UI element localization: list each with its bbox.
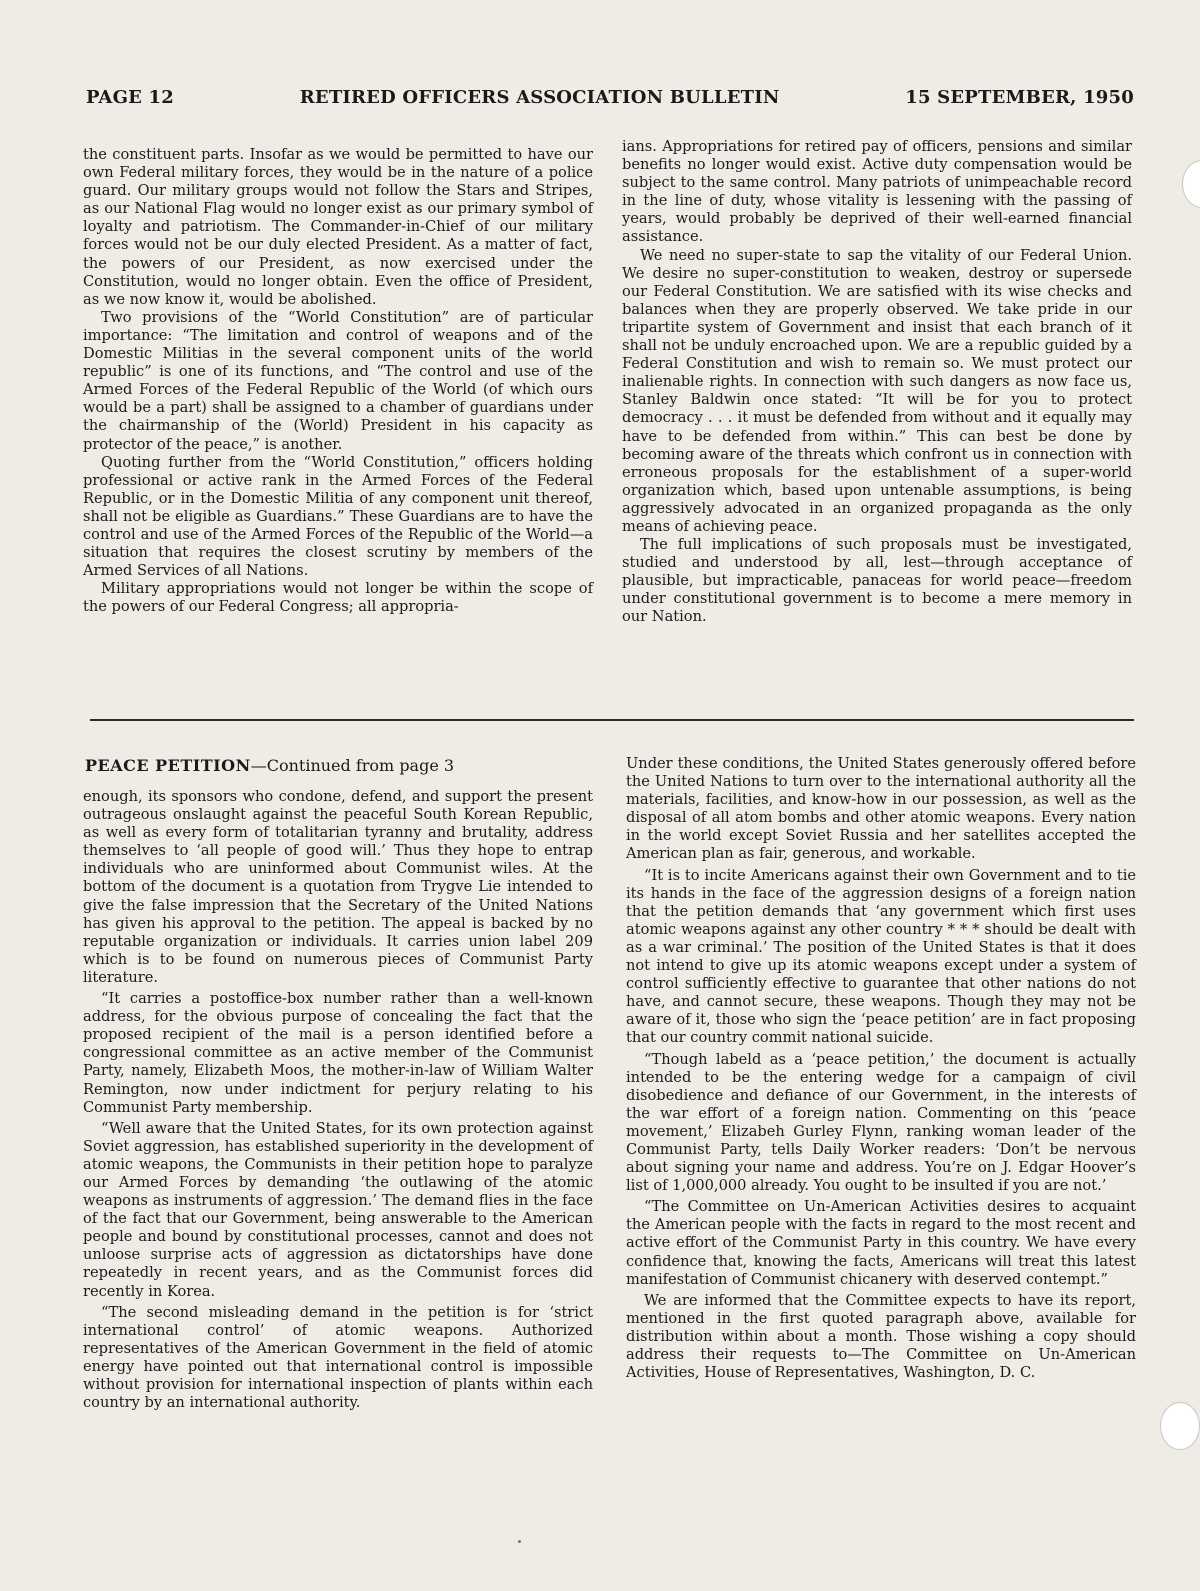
page-header (86, 87, 1134, 108)
continued-heading-title: PEACE PETITION (85, 756, 251, 775)
paragraph: ians. Appropriations for retired pay of officers, pensions and similar benefits no longer would exist. Active duty compensation would be subject to the same control. Many patriots of unimpeachable record in the line of duty, whose vitality is lessening with the passing of years, would probably be deprived of their well-earned financial assistance. (622, 138, 1132, 246)
paragraph: the constituent parts. Insofar as we would be permitted to have our own Federal military forces, they would be in the nature of a police guard. Our military groups would not follow the Stars and Stripes, as our National Flag would no longer exist as our primary symbol of loyalty and patriotism. The Commander-in-Chief of our military forces would not be our duly elected President. As a matter of fact, the powers of our President, as now exercised under the Constitution, would no longer obtain. Even the office of President, as we now know it, would be abolished. (83, 146, 593, 308)
paragraph: Two provisions of the “World Constitution” are of particular importance: “The limitation and control of weapons and of the Domestic Militias in the several component units of the world republic” is one of its functions, and “The control and use of the Armed Forces of the Federal Republic of the World (of which ours would be a part) shall be assigned to a chamber of guardians under the chairmanship of the (World) President in his capacity as protector of the peace,” is another. (83, 308, 593, 453)
continued-heading (85, 756, 454, 775)
paragraph: Quoting further from the “World Constitution,” officers holding professional or active rank in the Armed Forces of the Federal Republic, or in the Domestic Militia of any component unit thereof, shall not be eligible as Guardians.” These Guardians are to have the control and use of the Armed Forces of the Republic of the World—a situation that requires the closest scrutiny by members of the Armed Services of all Nations. (83, 453, 593, 580)
paragraph: “It carries a postoffice-box number rather than a well-known address, for the obvious purpose of concealing the fact that the proposed recipient of the mail is a person identified before a congressional committee as an active member of the Communist Party, namely, Elizabeth Moos, the mother-in-law of William Walter Remington, now under indictment for perjury relating to his Communist Party membership. (83, 990, 593, 1116)
paragraph: The full implications of such proposals must be investigated, studied and understood by all, lest—through acceptance of plausible, but impracticable, panaceas for world peace—freedom under constitutional government is to become a mere memory in our Nation. (622, 536, 1132, 626)
paragraph: enough, its sponsors who condone, defend, and support the present outrageous onslaught against the peaceful South Korean Republic, as well as every form of totalitarian tyranny and brutality, address themselves to ‘all people of good will.’ Thus they hope to entrap individuals who are uninformed about Communist wiles. At the bottom of the document is a quotation from Trygve Lie intended to give the false impression that the Secretary of the United Nations has given his approval to the petition. The appeal is backed by no reputable organization or individuals. It carries union label 209 which is to be found on numerous pieces of Communist Party literature. (83, 788, 593, 986)
continued-heading-note: —Continued from page 3 (250, 756, 455, 775)
paragraph: Under these conditions, the United States generously offered before the United Nations to turn over to the international authority all the materials, facilities, and know-how in our possession, as well as the disposal of all atom bombs and other atomic weapons. Every nation in the world except Soviet Russia and her satellites accepted the American plan as fair, generous, and workable. (626, 755, 1136, 863)
paper-speck (518, 1540, 521, 1543)
section-divider (90, 719, 1134, 721)
paragraph: Military appropriations would not longer be within the scope of the powers of our Federal Congress; all appropria- (83, 580, 593, 616)
punch-hole (1160, 1402, 1200, 1450)
paragraph: “Well aware that the United States, for its own protection against Soviet aggression, has established superiority in the development of atomic weapons, the Communists in their petition hope to paralyze our Armed Forces by demanding ‘the outlawing of the atomic weapons as instruments of aggression.’ The demand flies in the face of the fact that our Government, being answerable to the American people and bound by constitutional processes, cannot and does not unloose surprise acts of aggression as dictatorships have done repeatedly in recent years, and as the Communist forces did recently in Korea. (83, 1119, 593, 1300)
paragraph: We are informed that the Committee expects to have its report, mentioned in the first quoted paragraph above, available for distribution within about a month. Those wishing a copy should address their requests to—The Committee on Un-American Activities, House of Representatives, Washington, D. C. (626, 1291, 1136, 1382)
paragraph: “The Committee on Un-American Activities desires to acquaint the American people with the facts in regard to the most recent and active effort of the Communist Party in this country. We have every confidence that, knowing the facts, Americans will treat this latest manifestation of Communist chicanery with deserved contempt.” (626, 1198, 1136, 1288)
punch-hole (1182, 160, 1200, 208)
top-right-column (622, 138, 1132, 627)
issue-date: 15 SEPTEMBER, 1950 (905, 87, 1134, 108)
publication-title: RETIRED OFFICERS ASSOCIATION BULLETIN (299, 87, 780, 108)
top-left-column (83, 146, 593, 616)
bottom-right-column (626, 755, 1136, 1382)
paragraph: We need no super-state to sap the vitality of our Federal Union. We desire no super-constitution to weaken, destroy or supersede our Federal Constitution. We are satisfied with its wise checks and balances when they are properly observed. We take pride in our tripartite system of Government and insist that each branch of it shall not be unduly encroached upon. We are a republic guided by a Federal Constitution and wish to remain so. We must protect our inalienable rights. In connection with such dangers as now face us, Stanley Baldwin once stated: “It will be for you to protect democracy . . . it must be defended from without and it equally may have to be defended from within.” This can best be done by becoming aware of the threats which confront us in connection with erroneous proposals for the establishment of a super-world organization which, based upon untenable assumptions, is being aggressively advocated in an organized propaganda as the only means of achieving peace. (622, 246, 1132, 535)
page-number: PAGE 12 (86, 87, 174, 108)
paragraph: “It is to incite Americans against their own Government and to tie its hands in the face of the aggression designs of a foreign nation that the petition demands that ‘any government which first uses atomic weapons against any other country * * * should be dealt with as a war criminal.’ The position of the United States is that it does not intend to give up its atomic weapons except under a system of control sufficiently effective to guarantee that other nations do not have, and cannot secure, these weapons. Though they may not be aware of it, those who sign the ‘peace petition’ are in fact proposing that our country commit national suicide. (626, 866, 1136, 1047)
bottom-left-column (83, 788, 593, 1412)
paragraph: “The second misleading demand in the petition is for ‘strict international control’ of atomic weapons. Authorized representatives of the American Government in the field of atomic energy have pointed out that international control is impossible without provision for international inspection of plants within each country by an international authority. (83, 1303, 593, 1412)
paragraph: “Though labeld as a ‘peace petition,’ the document is actually intended to be the entering wedge for a campaign of civil disobedience and defiance of our Government, in the interests of the war effort of a foreign nation. Commenting on this ‘peace movement,’ Elizabeh Gurley Flynn, ranking woman leader of the Communist Party, tells Daily Worker readers: ‘Don’t be nervous about signing your name and address. You’re on J. Edgar Hoover’s list of 1,000,000 already. You ought to be insulted if you are not.’ (626, 1050, 1136, 1195)
